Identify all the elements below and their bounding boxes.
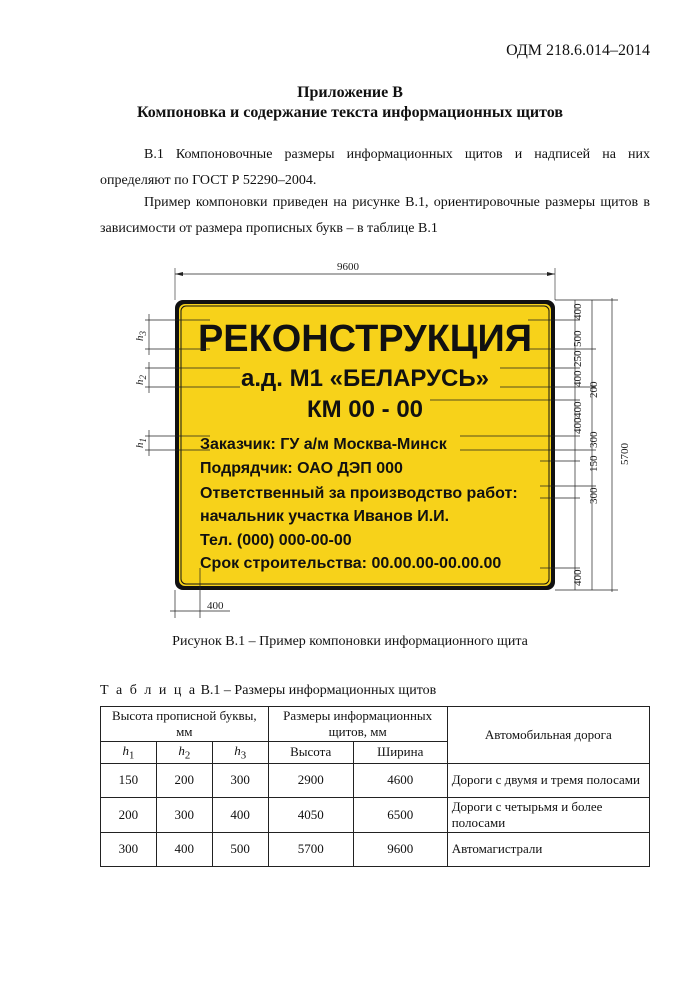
th-letter-height: Высота прописной буквы, мм bbox=[101, 707, 269, 742]
table-row bbox=[101, 832, 650, 866]
table-caption-prefix: Т а б л и ц а bbox=[100, 683, 198, 698]
right-dim-1: 400 bbox=[572, 303, 584, 320]
cell-width: 6500 bbox=[353, 797, 447, 832]
sign-layout-figure bbox=[0, 250, 700, 620]
cell-h3: 300 bbox=[212, 763, 268, 797]
cell-width: 4600 bbox=[353, 763, 447, 797]
th-road: Автомобильная дорога bbox=[447, 707, 649, 764]
sign-line-chief: начальник участка Иванов И.И. bbox=[200, 508, 450, 525]
cell-h3: 400 bbox=[212, 797, 268, 832]
cell-h1: 300 bbox=[101, 832, 157, 866]
sign-sizes-table bbox=[100, 706, 650, 867]
right-dim-2: 500 bbox=[572, 330, 584, 347]
sign-line-period: Срок строительства: 00.00.00-00.00.00 bbox=[200, 555, 502, 572]
cell-height: 2900 bbox=[268, 763, 353, 797]
table-row bbox=[101, 763, 650, 797]
th-sign-sizes: Размеры информационных щитов, мм bbox=[268, 707, 447, 742]
right-dim-8: 150 bbox=[588, 455, 600, 472]
paragraph-2: Пример компоновки приведен на рисунке В.1, ориентировочные размеры щитов в зависимости от размера прописных букв – в таблице В.1 bbox=[100, 195, 650, 236]
h1-label: $h_1$ bbox=[134, 438, 148, 448]
sign-line-customer: Заказчик: ГУ а/м Москва-Минск bbox=[200, 436, 447, 453]
document-code: ОДМ 218.6.014–2014 bbox=[506, 42, 650, 59]
right-dim-extra: 200 bbox=[588, 381, 600, 398]
cell-h1: 200 bbox=[101, 797, 157, 832]
th-height: Высота bbox=[268, 742, 353, 764]
cell-road: Дороги с двумя и тремя полосами bbox=[447, 763, 649, 797]
right-dim-4: 400 bbox=[572, 370, 584, 387]
left-margin-label: 400 bbox=[207, 600, 224, 612]
cell-road: Дороги с четырьмя и более полосами bbox=[447, 797, 649, 832]
sign-line-contractor: Подрядчик: ОАО ДЭП 000 bbox=[200, 460, 403, 477]
right-dim-9: 300 bbox=[588, 487, 600, 504]
th-width: Ширина bbox=[353, 742, 447, 764]
cell-height: 4050 bbox=[268, 797, 353, 832]
height-dim-label: 5700 bbox=[619, 443, 631, 465]
right-dim-10: 400 bbox=[572, 569, 584, 586]
h2-label: $h_2$ bbox=[134, 375, 148, 385]
th-h3: $h_3$ bbox=[212, 742, 268, 764]
table-caption-rest: В.1 – Размеры информационных щитов bbox=[197, 683, 437, 698]
th-h2: $h_2$ bbox=[156, 742, 212, 764]
cell-h2: 300 bbox=[156, 797, 212, 832]
right-dim-3: 250 bbox=[572, 350, 584, 367]
sign-line-road: а.д. М1 «БЕЛАРУСЬ» bbox=[241, 365, 489, 392]
sign-line-phone: Тел. (000) 000-00-00 bbox=[200, 532, 352, 549]
sign-line-km: КМ 00 - 00 bbox=[306, 396, 424, 423]
cell-h1: 150 bbox=[101, 763, 157, 797]
appendix-title: Приложение В bbox=[297, 84, 403, 101]
width-dim-label: 9600 bbox=[337, 261, 359, 273]
sign-line-reconstruction: РЕКОНСТРУКЦИЯ bbox=[198, 318, 532, 360]
paragraph-1: В.1 Компоновочные размеры информационных щитов и надписей на них определяют по ГОСТ Р 52290–2004. bbox=[100, 147, 650, 188]
right-dim-5: 400 bbox=[572, 401, 584, 418]
th-h1: $h_1$ bbox=[101, 742, 157, 764]
appendix-subtitle: Компоновка и содержание текста информационных щитов bbox=[136, 104, 564, 121]
cell-h2: 400 bbox=[156, 832, 212, 866]
table-caption bbox=[100, 683, 436, 699]
cell-h3: 500 bbox=[212, 832, 268, 866]
cell-height: 5700 bbox=[268, 832, 353, 866]
h3-label: $h_3$ bbox=[134, 331, 148, 341]
figure-caption: Рисунок В.1 – Пример компоновки информационного щита bbox=[172, 634, 528, 649]
right-dim-6: 400 bbox=[572, 417, 584, 434]
cell-h2: 200 bbox=[156, 763, 212, 797]
cell-width: 9600 bbox=[353, 832, 447, 866]
cell-road: Автомагистрали bbox=[447, 832, 649, 866]
right-dim-7: 300 bbox=[588, 431, 600, 448]
table-row bbox=[101, 797, 650, 832]
sign-line-responsible: Ответственный за производство работ: bbox=[200, 485, 518, 502]
